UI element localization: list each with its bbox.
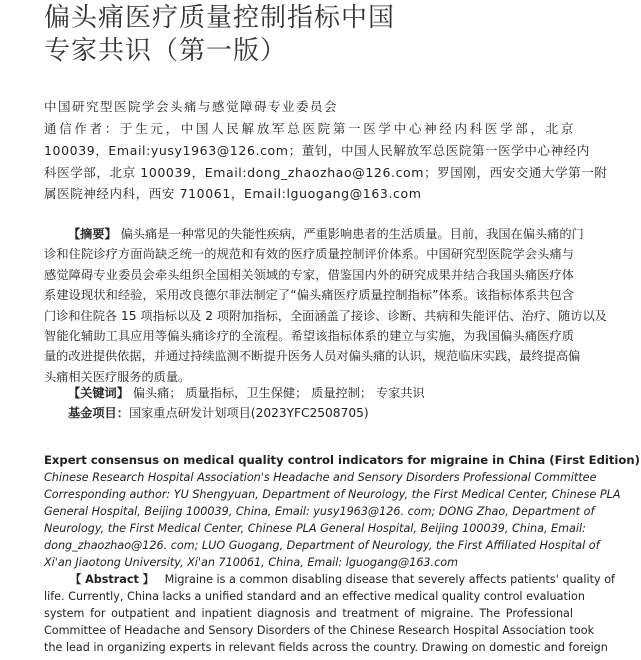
title-line-2: 专家共识（第一版） <box>44 36 288 66</box>
abstract-cn-line <box>44 224 584 244</box>
keywords-cn-text: 偏头痛； 质量指标，卫生保健； 质量控制； 专家共识 <box>132 386 425 400</box>
keywords-cn <box>68 384 425 401</box>
english-abstract-line: life. Currently, China lacks a unified standard and an effective medical quality control evaluation <box>44 590 585 603</box>
english-correspondence-line: dong_zhaozhao@126. com; LUO Guogang, Department of Neurology, the First Affiliated Hospital of <box>44 539 600 552</box>
keywords-cn-label: 【关键词】 <box>68 386 129 400</box>
paper-title <box>44 2 395 68</box>
abstract-cn-line: 诊和住院诊疗方面尚缺乏统一的规范和有效的医疗质量控制评价体系。中国研究型医院学会头痛与 <box>44 247 574 262</box>
correspondence-line: 属医院神经内科，西安 710061，Email:lguogang@163.com <box>44 186 422 202</box>
english-abstract-block <box>44 452 640 656</box>
author-organization: 中国研究型医院学会头痛与感觉障碍专业委员会 <box>44 99 339 114</box>
correspondence-line: 科医学部，北京 100039，Email:dong_zhaozhao@126.com；罗国刚，西安交通大学第一附 <box>44 164 608 180</box>
english-correspondence-line: General Hospital, Beijing 100039, China, Email: yusy1963@126. com; DONG Zhao, Department of <box>44 505 595 518</box>
english-correspondence-line: Neurology, the First Medical Center, Chinese PLA General Hospital, Beijing 100039, China, Email: <box>44 522 586 535</box>
english-abstract-line: Committee of Headache and Sensory Disorders of the Chinese Research Hospital Association took <box>44 624 595 637</box>
english-abstract-line: the lead in organizing experts in relevant fields across the country. Drawing on domestic and foreign <box>44 641 608 654</box>
english-correspondence-line: Xi'an Jiaotong University, Xi'an 710061, China, Email: lguogang@163.com <box>44 556 459 569</box>
english-title: Expert consensus on medical quality control indicators for migraine in China (First Edition) <box>44 453 640 467</box>
abstract-cn <box>44 224 607 387</box>
abstract-cn-line: 智能化辅助工具应用等偏头痛诊疗的全流程。希望该指标体系的建立与实施，为我国偏头痛医疗质 <box>44 329 574 344</box>
abstract-cn-label: 【摘要】 <box>68 227 117 241</box>
title-line-1: 偏头痛医疗质量控制指标中国 <box>44 3 396 33</box>
correspondence-line: 通信作者：于生元，中国人民解放军总医院第一医学中心神经内科医学部，北京 <box>44 121 574 136</box>
funding-cn-text: 国家重点研发计划项目(2023YFC2508705) <box>128 406 369 420</box>
correspondence-line: 100039，Email:yusy1963@126.com；董钊，中国人民解放军总医院第一医学中心神经内 <box>44 142 590 158</box>
abstract-cn-line: 感觉障碍专业委员会牵头组织全国相关领域的专家，借鉴国内外的研究成果并结合我国头痛医疗体 <box>44 267 574 282</box>
english-abstract-line <box>44 571 615 588</box>
english-abstract-label: 【 Abstract 】 <box>70 573 154 586</box>
english-abstract-line: system for outpatient and inpatient diagnosis and treatment of migraine. The Professional <box>44 607 573 620</box>
abstract-cn-line: 门诊和住院各 15 项指标以及 2 项附加指标，全面涵盖了接诊、诊断、共病和失能评估、治疗、随访以及 <box>44 308 607 323</box>
abstract-cn-line: 量的改进提供依据，并通过持续监测不断提升医务人员对偏头痛的认识，规范临床实践，最终提高偏 <box>44 349 581 364</box>
funding-cn <box>68 404 369 421</box>
abstract-cn-line: 头痛相关医疗服务的质量。 <box>44 369 191 384</box>
correspondence-block <box>44 118 608 205</box>
abstract-cn-line: 系建设现状和经验，采用改良德尔菲法制定了“偏头痛医疗质量控制指标”体系。该指标体系共包含 <box>44 288 574 303</box>
funding-cn-label: 基金项目： <box>68 406 129 420</box>
english-correspondence-line: Corresponding author: YU Shengyuan, Department of Neurology, the First Medical Center, Chinese PLA <box>44 488 621 501</box>
english-abstract-text: Migraine is a common disabling disease that severely affects patients' quality of <box>164 573 615 586</box>
english-organization: Chinese Research Hospital Association's Headache and Sensory Disorders Professional Committee <box>44 471 597 484</box>
abstract-cn-text: 偏头痛是一种常见的失能性疾病，严重影响患者的生活质量。目前，我国在偏头痛的门 <box>120 227 584 241</box>
